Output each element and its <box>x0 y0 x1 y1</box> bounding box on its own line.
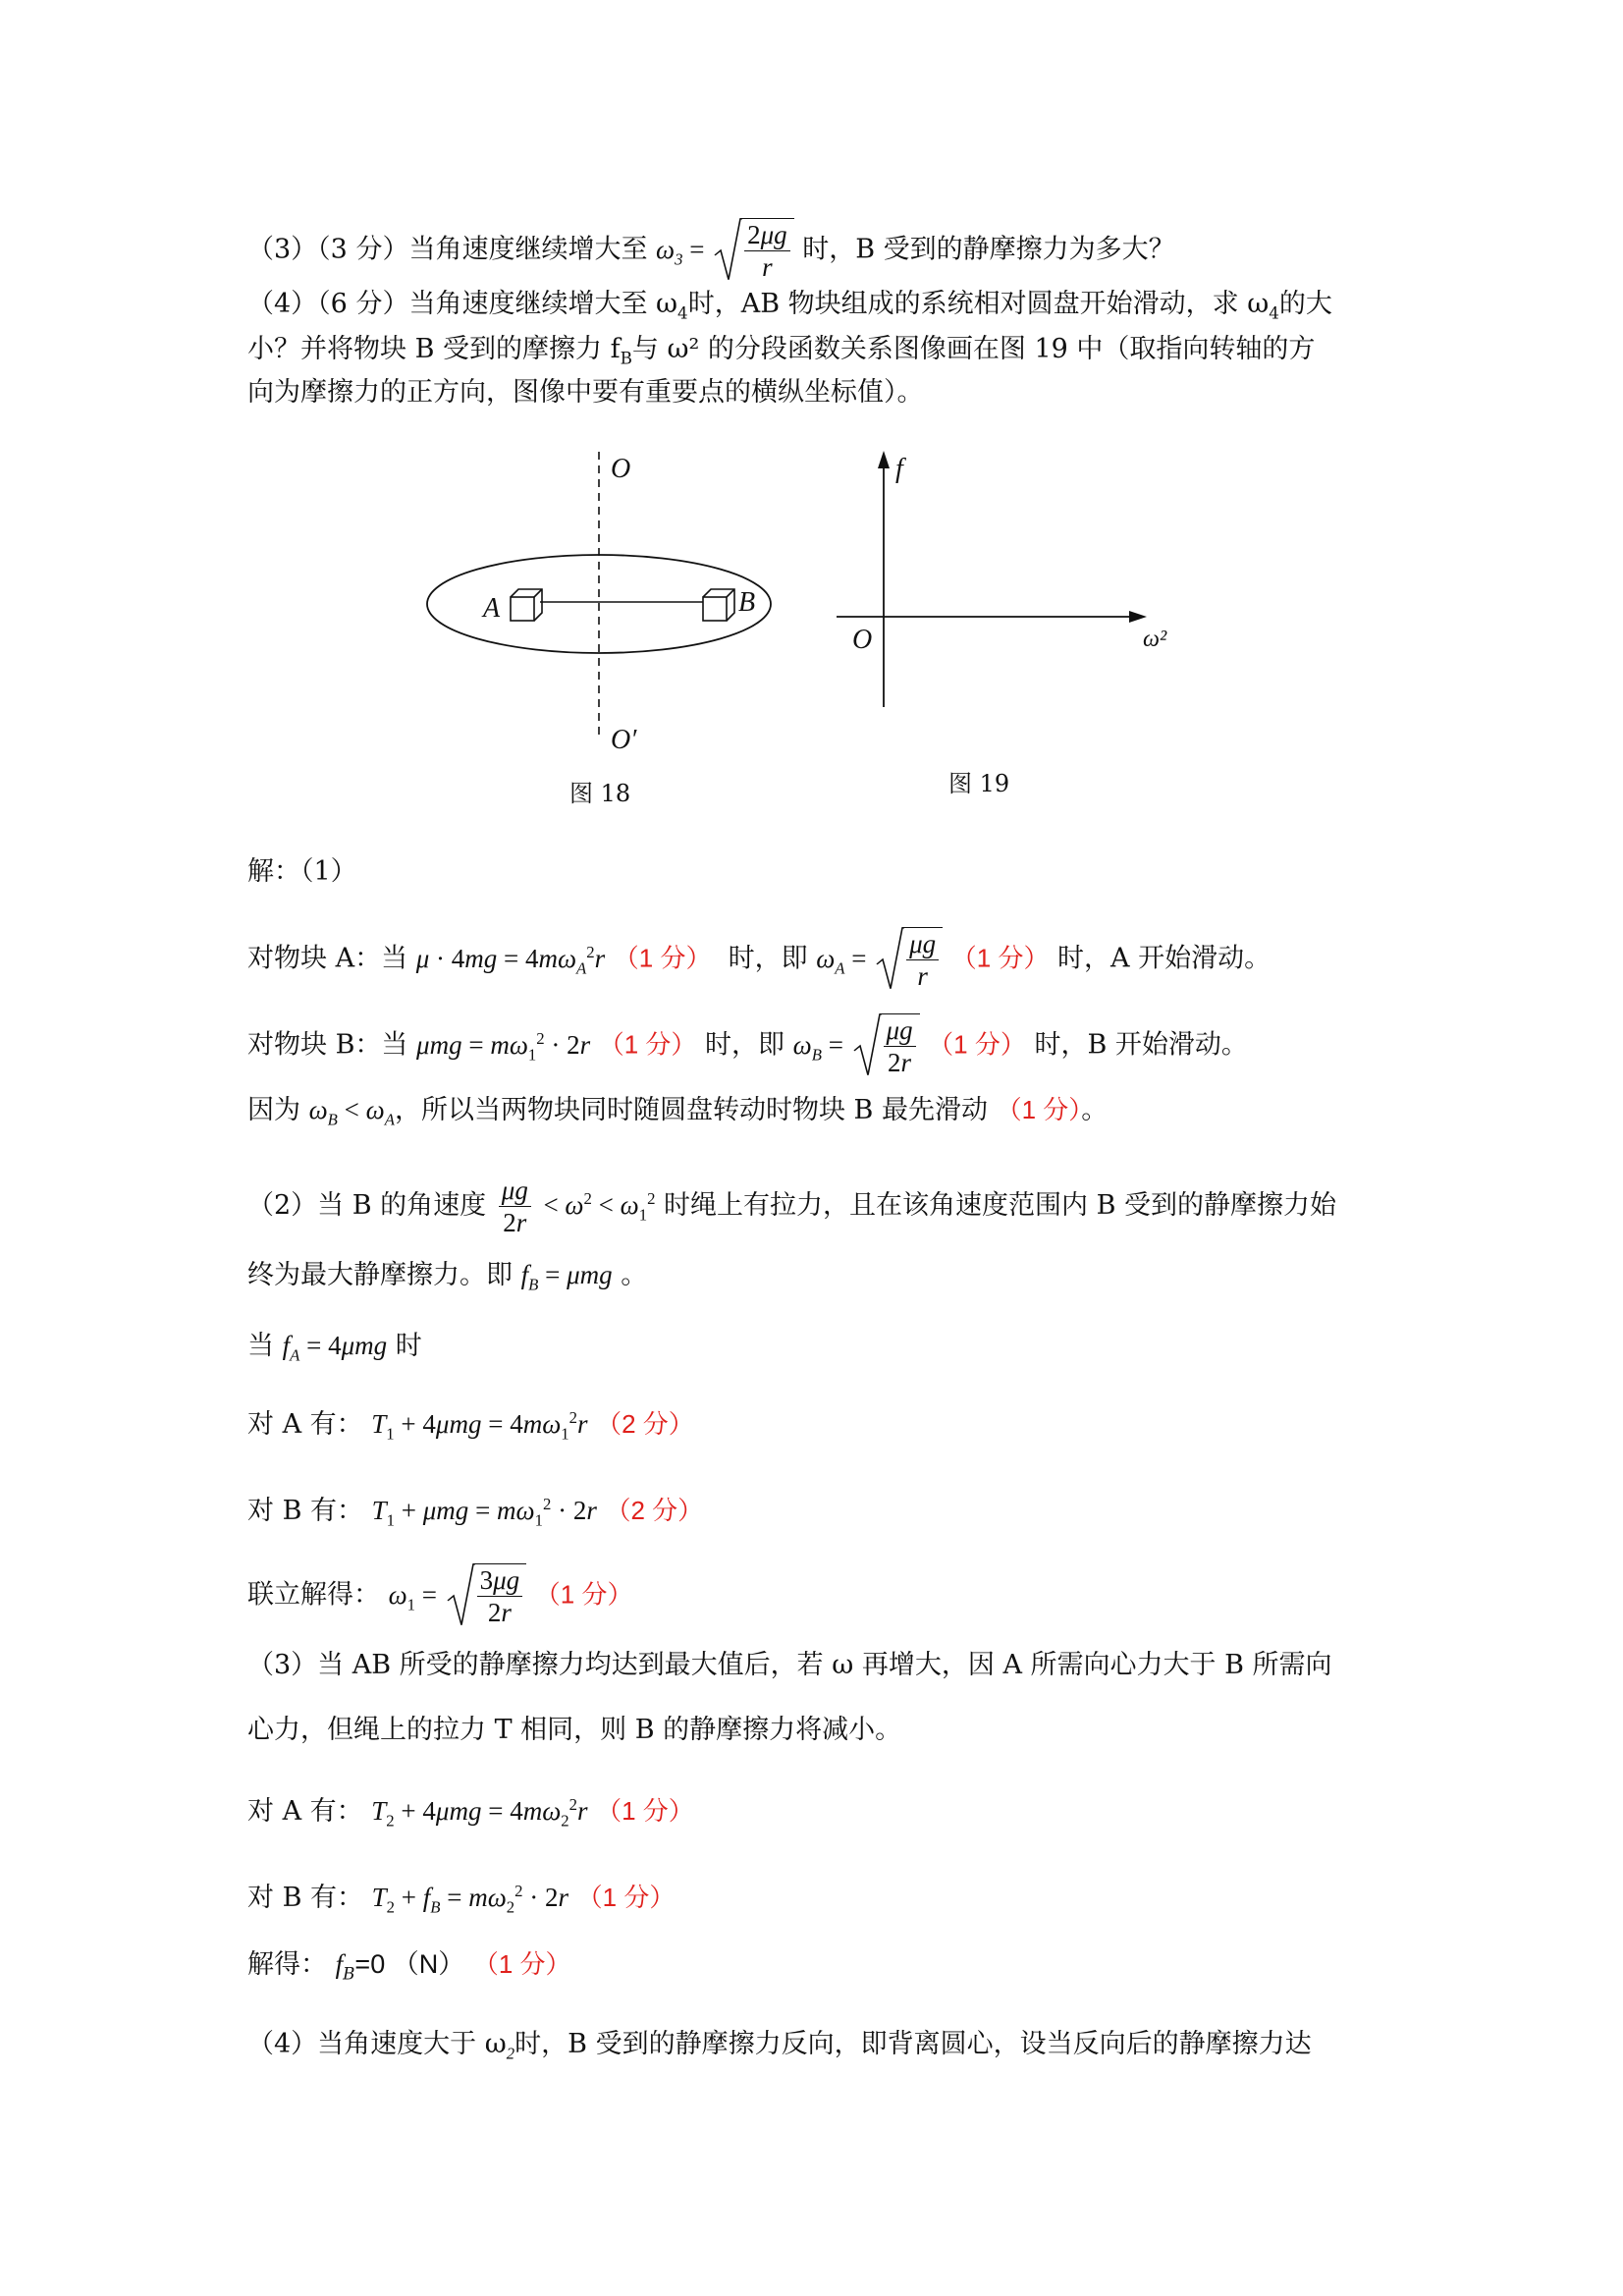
f-axis-arrow <box>878 451 890 468</box>
s2d-pre: 对 A 有： <box>247 1409 363 1440</box>
solution-2d <box>247 1398 694 1453</box>
figure-18 <box>412 442 785 776</box>
q4-line2b: 与 ω² 的分段函数关系图像画在图 19 中（取指向转轴的方 <box>631 334 1316 364</box>
solution-2c <box>247 1326 422 1375</box>
score-3d: （1 分） <box>576 1883 676 1912</box>
score-1a2: （1 分） <box>950 943 1050 973</box>
solution-2b <box>247 1255 647 1304</box>
solution-3d <box>247 1872 675 1927</box>
q4-a: （4）（6 分）当角速度继续增大至 ω <box>247 289 678 319</box>
s3d-pre: 对 B 有： <box>247 1883 364 1913</box>
formula-a-slip: $\mu \cdot 4mg = 4m\omega_A^2r$ <box>415 942 606 977</box>
s4a: （4）当角速度大于 ω <box>247 2029 507 2059</box>
s2c-pre: 当 <box>247 1331 274 1361</box>
fig18-label-b: B <box>738 587 756 618</box>
question-4-line3 <box>247 373 924 412</box>
figure-19 <box>835 447 1159 712</box>
score-1a: （1 分） <box>613 943 712 973</box>
s4a-post: 时，B 受到的静摩擦力反向，即背离圆心，设当反向后的静摩擦力达 <box>514 2029 1312 2059</box>
formula-omega-a: $\omega_A$ = <box>816 943 867 977</box>
formula-b-slip: $\mu mg = m\omega_1^2 \cdot 2r$ <box>416 1028 591 1064</box>
s2a-post: 时绳上有拉力，且在该角速度范围内 B 受到的静摩擦力始 <box>664 1190 1337 1221</box>
s3a: （3）当 AB 所受的静摩擦力均达到最大值后，若 ω 再增大，因 A 所需向心力大于 B 所需向 <box>247 1650 1332 1680</box>
s1a-mid: 时，即 <box>728 943 808 974</box>
s1b-mid: 时，即 <box>705 1029 785 1061</box>
solution-4a: （4）当角速度大于 $\omega_2$时，B 受到的静摩擦力反向，即背离圆心，设当反向后的静摩擦力达 <box>247 2029 1312 2063</box>
solution-3c <box>247 1785 694 1840</box>
solution-1a <box>247 927 1271 992</box>
formula-omega-compare: $\omega_B < \omega_A$ <box>308 1095 395 1129</box>
score-2e: （2 分） <box>605 1496 704 1525</box>
q3-text: （3）（3 分）当角速度继续增大至 <box>247 234 648 265</box>
question-3 <box>247 218 1175 283</box>
fig18-label-o: O <box>611 454 631 484</box>
s2a-pre: （2）当 B 的角速度 <box>247 1190 487 1221</box>
s2f-pre: 联立解得： <box>247 1579 380 1611</box>
s2b-end: 。 <box>621 1260 648 1290</box>
formula-b-tension1: $T_1 + \mu mg = m\omega_1^2 \cdot 2r$ <box>371 1495 597 1530</box>
s1c-pre: 因为 <box>247 1095 300 1125</box>
q4-line3: 向为摩擦力的正方向，图像中要有重要点的横纵坐标值）。 <box>247 377 924 408</box>
q4-b: 时，AB 物块组成的系统相对圆盘开始滑动，求 ω <box>687 289 1270 319</box>
s3b: 心力，但绳上的拉力 T 相同，则 B 的静摩擦力将减小。 <box>247 1715 902 1745</box>
s1a-pre: 对物块 A：当 <box>247 943 408 974</box>
fig19-label-o: O <box>852 625 873 655</box>
s3e-f: f <box>335 1949 344 1979</box>
formula-omega3: $\omega_3$ = <box>656 234 705 268</box>
formula-a-tension2: $T_2 + 4\mu mg = 4m\omega_2^2r$ <box>371 1795 588 1831</box>
s3e-val: =0 （N） <box>354 1949 465 1979</box>
question-4-line2: 小？并将物块 B 受到的摩擦力 $f_B$与 ω² 的分段函数关系图像画在图 19 中（取指向转轴的方 <box>247 334 1316 368</box>
q4-line2: 小？并将物块 B 受到的摩擦力 f <box>247 334 621 364</box>
solution-3e: 解得： $f_B=0$ （N） （1 分） <box>247 1949 571 1984</box>
sqrt-3mug-over-2r: $\frac{3\mu g}{2r}$ <box>446 1563 527 1628</box>
solution-1b <box>247 1013 1248 1078</box>
block-a <box>511 589 542 621</box>
fig19-label-x: ω² <box>1143 627 1167 652</box>
score-3c: （1 分） <box>596 1796 694 1826</box>
formula-fa-max: $f_A = 4\mu mg$ <box>282 1331 388 1365</box>
score-2d: （2 分） <box>596 1409 694 1439</box>
question-4-line1: （4）（6 分）当角速度继续增大至 $\omega_4$时，AB 物块组成的系统相对圆盘开始滑动，求 $\omega_4$的大 <box>247 289 1332 323</box>
fig18-label-o-prime: O′ <box>611 725 637 755</box>
fig18-caption: 图 18 <box>569 780 631 807</box>
q3-tail: 时，B 受到的静摩擦力为多大？ <box>802 234 1175 265</box>
s1-head: 解：（1） <box>247 856 357 887</box>
solution-3b <box>247 1711 901 1750</box>
frac-mug-2r: $\frac{\mu g}{2r}$ <box>499 1175 531 1238</box>
s1c-end: 。 <box>1081 1095 1109 1125</box>
s3e-pre: 解得： <box>247 1949 327 1980</box>
solution-2a <box>247 1175 1336 1238</box>
score-3e: （1 分） <box>472 1949 571 1979</box>
fig19-caption: 图 19 <box>948 770 1010 797</box>
fig19-label-f: f <box>895 454 903 484</box>
formula-omega1: $\omega_1$ = <box>388 1579 438 1613</box>
s3c-pre: 对 A 有： <box>247 1796 363 1827</box>
s2b-pre: 终为最大静摩擦力。即 <box>247 1260 513 1290</box>
solution-3a <box>247 1646 1332 1685</box>
s1b-end: 时，B 开始滑动。 <box>1034 1029 1248 1061</box>
s1c-mid: ，所以当两物块同时随圆盘转动时物块 B 最先滑动 <box>394 1095 988 1125</box>
solution-2e <box>247 1485 703 1540</box>
omega-sq-axis-arrow <box>1129 611 1147 623</box>
score-1b: （1 分） <box>598 1029 697 1060</box>
sqrt-2mug-over-r: $\frac{2\mu g}{r}$ <box>713 218 794 283</box>
formula-range: < $\omega^2 < \omega_1^2$ <box>543 1189 656 1225</box>
s2e-pre: 对 B 有： <box>247 1496 364 1526</box>
formula-omega-b: $\omega_B$ = <box>792 1029 843 1064</box>
score-2f: （1 分） <box>534 1579 633 1610</box>
formula-a-tension1: $T_1 + 4\mu mg = 4m\omega_1^2r$ <box>371 1408 588 1444</box>
formula-fb-max: $f_B = \mu mg$ <box>520 1260 613 1294</box>
sqrt-mug-over-2r: $\frac{\mu g}{2r}$ <box>852 1013 920 1078</box>
s2c-end: 时 <box>395 1331 422 1361</box>
s1b-pre: 对物块 B：当 <box>247 1029 408 1061</box>
q4-c: 的大 <box>1278 289 1332 319</box>
score-1b2: （1 分） <box>928 1029 1026 1060</box>
formula-b-tension2: $T_2 + f_B = m\omega_2^2 \cdot 2r$ <box>371 1882 569 1917</box>
solution-1-head <box>247 852 357 892</box>
score-1c: （1 分） <box>996 1095 1082 1124</box>
solution-2f <box>247 1563 632 1628</box>
solution-1c <box>247 1090 1108 1139</box>
fig18-label-a: A <box>483 593 501 624</box>
s1a-end: 时，A 开始滑动。 <box>1057 943 1271 974</box>
block-b <box>703 589 734 621</box>
sqrt-mug-over-r: $\frac{\mu g}{r}$ <box>875 927 943 992</box>
